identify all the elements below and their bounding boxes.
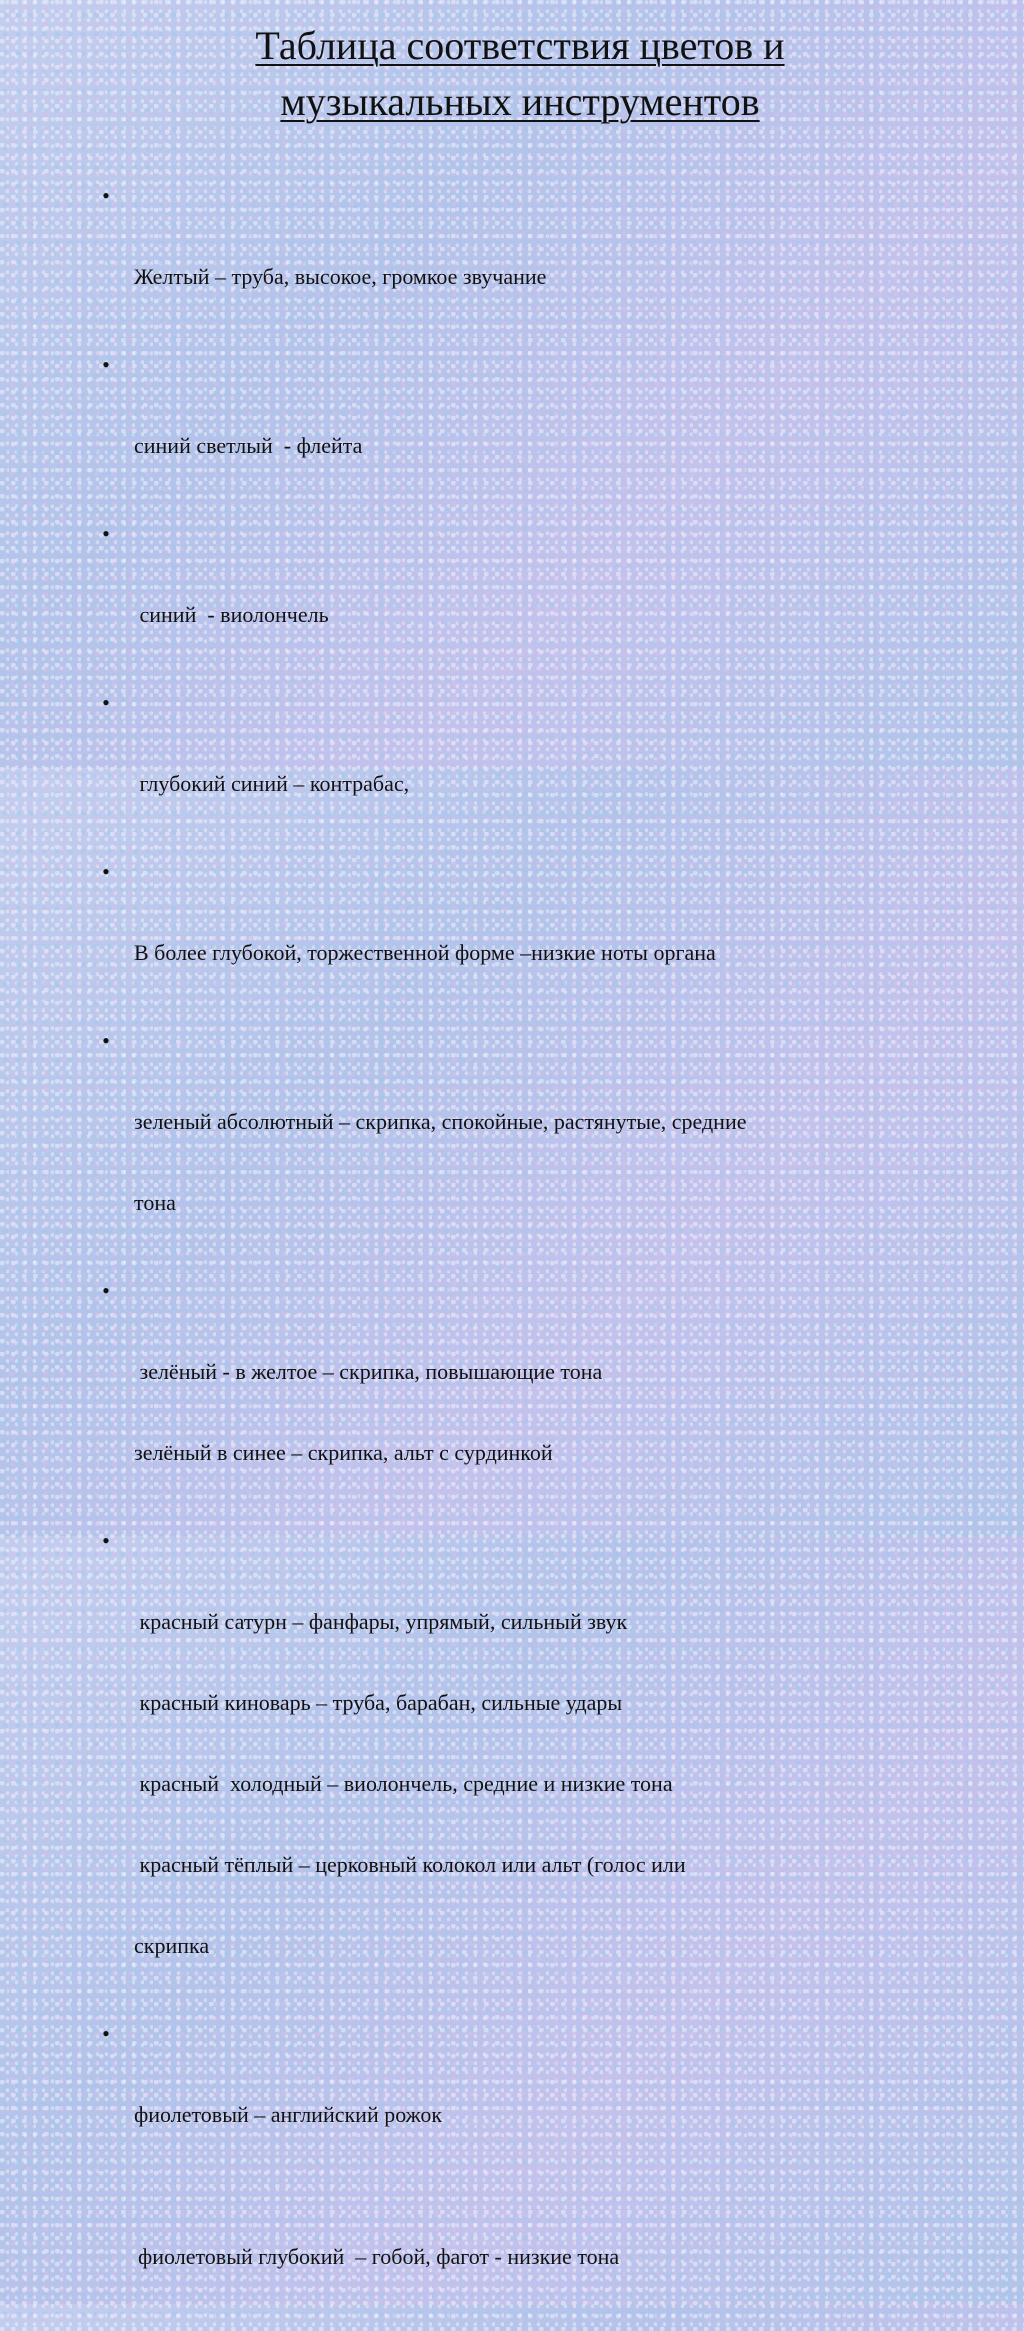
list-item-text: зелёный - в желтое – скрипка, повышающие тона [134, 1359, 603, 1384]
title-line-1: Таблица соответствия цветов и [255, 23, 785, 68]
bullet: • [102, 2021, 110, 2046]
list-item [96, 1027, 956, 1270]
list-item-text: тона [134, 1190, 176, 1215]
bullet: • [102, 183, 110, 208]
list-item [96, 858, 956, 1020]
list-item-text: красный холодный – виолончель, средние и низкие тона [134, 1771, 673, 1796]
bullet: • [102, 859, 110, 884]
list-item-text: красный киноварь – труба, барабан, сильные удары [134, 1690, 623, 1715]
list-item-text: зеленый абсолютный – скрипка, спокойные, растянутые, средние [134, 1109, 747, 1134]
list-item-text: фиолетовый – английский рожок [134, 2102, 443, 2127]
list-item-text: красный тёплый – церковный колокол или альт (голос или [134, 1852, 686, 1877]
bullet: • [102, 352, 110, 377]
list-item [96, 1527, 956, 2013]
list-item-text: синий светлый - флейта [134, 433, 363, 458]
color-instrument-list [96, 182, 956, 2331]
list-item [96, 182, 956, 344]
list-item-text: глубокий синий – контрабас, [134, 771, 410, 796]
list-item-text: зелёный в синее – скрипка, альт с сурдинкой [134, 1440, 553, 1465]
list-item-text: скрипка [134, 1933, 210, 1958]
bullet: • [102, 521, 110, 546]
slide-title [100, 18, 940, 130]
list-item-text: Желтый – труба, высокое, громкое звучание [134, 264, 547, 289]
bullet: • [102, 1028, 110, 1053]
list-item-text: красный сатурн – фанфары, упрямый, сильный звук [134, 1609, 628, 1634]
list-item [96, 2020, 956, 2182]
list-item [96, 689, 956, 851]
list-item-text: фиолетовый глубокий – гобой, фагот - низкие тона [138, 2244, 620, 2269]
bullet: • [102, 1528, 110, 1553]
title-line-2: музыкальных инструментов [280, 79, 760, 124]
list-item-text: синий - виолончель [134, 602, 329, 627]
list-item [96, 351, 956, 513]
list-item [96, 1277, 956, 1520]
list-continuation [96, 2189, 956, 2324]
list-item [96, 520, 956, 682]
list-item-text: В более глубокой, торжественной форме –низкие ноты органа [134, 940, 716, 965]
bullet: • [102, 690, 110, 715]
bullet: • [102, 1278, 110, 1303]
